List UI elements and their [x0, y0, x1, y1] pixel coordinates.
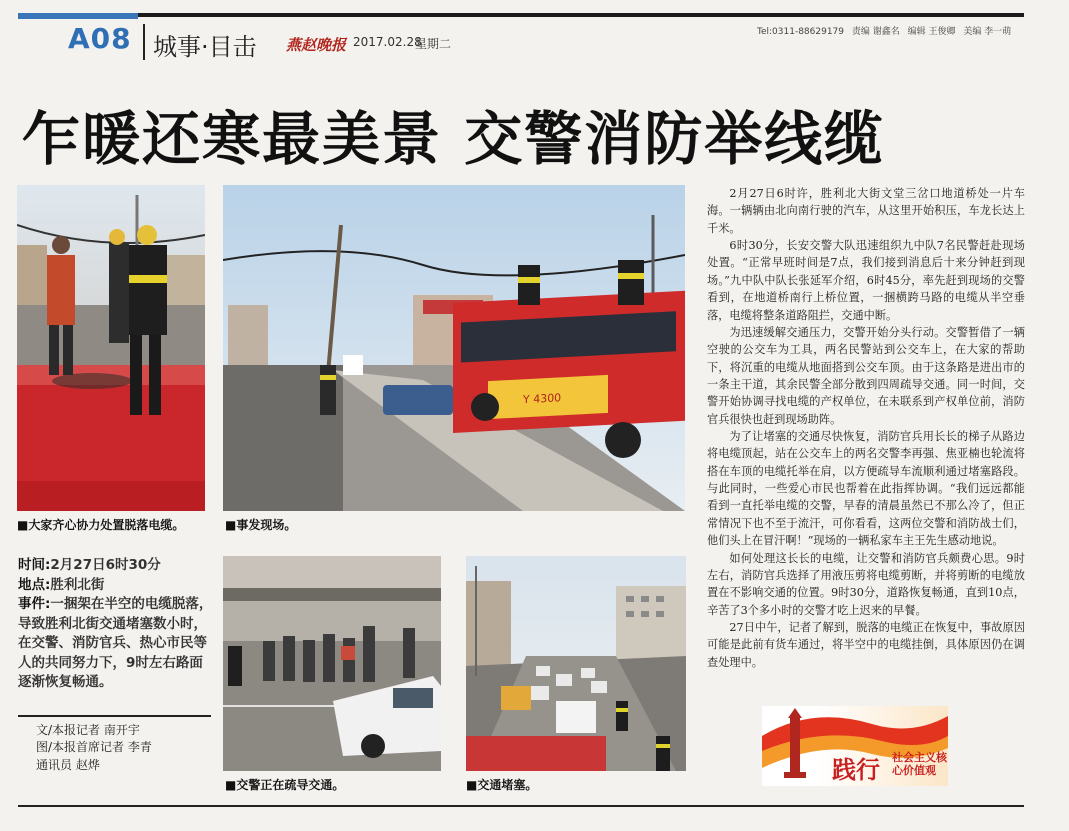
masthead-separator — [143, 24, 145, 60]
byline-correspondent: 通讯员 赵烨 — [36, 757, 100, 772]
newspaper-logo: 燕赵晚报 — [286, 36, 347, 54]
photo-caption-1: ■大家齐心协力处置脱落电缆。 — [17, 518, 185, 532]
bus-ad-text: Y 4300 — [523, 391, 562, 407]
photo-scene — [223, 185, 685, 511]
event-time-value: 2月27日6时30分 — [50, 557, 161, 573]
article-paragraph-4: 为了让堵塞的交通尽快恢复，消防官兵用长长的梯子从路边将电缆顶起，站在公交车上的两名交警李再强、焦亚楠也轮流将搭在车顶的电缆托举在肩，以方便疏导车流顺利通过堵塞路段。与此同时，一些爱心市民也帮着在此指挥协调。“我们远远都能看到一直托举电缆的交警，早春的清晨虽然已不那么冷了，但正常情况下也不至于流汗，可你看看，这两位交警和消防战士们，他们头上在冒汗啊！”现场的一辆私家车主王先生感动地说。 — [707, 430, 1025, 548]
article-paragraph-6: 27日中午，记者了解到，脱落的电缆正在恢复中，事故原因可能是此前有货车通过，将半空中的电缆挂倒，具体原因仍在调查处理中。 — [707, 620, 1025, 669]
byline-photographer: 图/本报首席记者 李青 — [36, 740, 152, 755]
masthead-rule — [18, 13, 1024, 17]
photo-traffic-jam — [466, 556, 686, 771]
page-number-bar — [18, 13, 138, 19]
photo-traffic-direction-image — [223, 556, 441, 771]
article-paragraph-5: 如何处理这长长的电缆，让交警和消防官兵颇费心思。9时左右，消防官兵选择了用液压剪将电缆剪断，并将剪断的电缆放置在不影响交通的位置。9时30分，道路恢复畅通，直到10点，辛苦了3个多小时的交警才吃上迟来的早餐。 — [707, 551, 1025, 617]
event-time — [18, 556, 213, 576]
photo-cable-handling — [17, 185, 205, 511]
byline-writer: 文/本报记者 南开宇 — [36, 723, 140, 737]
badge-main-text: 践行 — [832, 756, 880, 784]
badge-sub-text: 社会主义核心价值观 — [892, 751, 947, 777]
event-info — [18, 556, 213, 693]
event-place-value: 胜利北街 — [50, 576, 105, 593]
byline — [36, 722, 152, 774]
article-paragraph-2: 6时30分，长安交警大队迅速组织九中队7名民警赶赴现场处置。“正常早班时间是7点，我们接到消息后十来分钟赶到现场。”九中队中队长张延军介绍，6时45分，率先赶到现场的交警看到，在地道桥南行上桥位置，一捆横跨马路的电缆从半空垂落，电缆将整条道路阻拦，交通中断。 — [707, 239, 1025, 322]
event-time-label: 时间: — [18, 557, 51, 573]
photo-caption-3: ■交警正在疏导交通。 — [225, 778, 345, 792]
info-divider — [18, 715, 211, 717]
photo-traffic-direction — [223, 556, 441, 771]
credit-editor: 责编 谢鑫名 — [851, 27, 900, 37]
issue-date: 2017.02.28 — [353, 35, 422, 49]
article-paragraph-3: 为迅速缓解交通压力，交警开始分头行动。交警暂借了一辆空驶的公交车为工具，两名民警站到公交车上，在大家的帮助下，将沉重的电缆从地面搭到公交车顶。由于这条路是进出市的一条主干道，其余民警全部分散到四周疏导交通。同一时间，交警开始协调寻找电缆的产权单位，在未联系到产权单位前，消防官兵很快也赶到现场助阵。 — [707, 325, 1025, 426]
credit-designer: 美编 李一萌 — [963, 27, 1012, 37]
photo-scene-image — [223, 185, 685, 511]
article-paragraph-1: 2月27日6时许，胜利北大街文堂三岔口地道桥处一片车海。一辆辆由北向南行驶的汽车，从这里开始积压，车龙长达上千米。 — [707, 187, 1025, 235]
credit-tel: Tel:0311-88629179 — [757, 27, 844, 37]
event-place — [18, 576, 213, 596]
core-values-badge — [762, 706, 948, 786]
event-summary-label: 事件: — [18, 596, 51, 613]
photo-traffic-jam-image — [466, 556, 686, 771]
page-bottom-rule — [18, 805, 1024, 807]
event-summary-value: 一捆架在半空的电缆脱落，导致胜利北街交通堵塞数小时，在交警、消防官兵、热心市民等人的共同努力下，9时左右路面逐渐恢复畅通。 — [18, 596, 213, 691]
event-summary — [18, 595, 213, 693]
editor-credits — [757, 24, 1016, 37]
photo-cable-handling-image — [17, 185, 205, 511]
credit-copyeditor: 编辑 王俊卿 — [907, 27, 956, 37]
article-body — [707, 185, 1025, 671]
photo-caption-2: ■事发现场。 — [225, 518, 297, 532]
event-place-label: 地点: — [18, 576, 51, 593]
section-title: 城事·目击 — [153, 33, 257, 61]
photo-caption-4: ■交通堵塞。 — [466, 778, 538, 792]
headline: 乍暖还寒最美景 交警消防举线缆 — [22, 105, 885, 173]
page-number: A08 — [68, 22, 132, 55]
issue-weekday: 星期二 — [415, 37, 452, 51]
